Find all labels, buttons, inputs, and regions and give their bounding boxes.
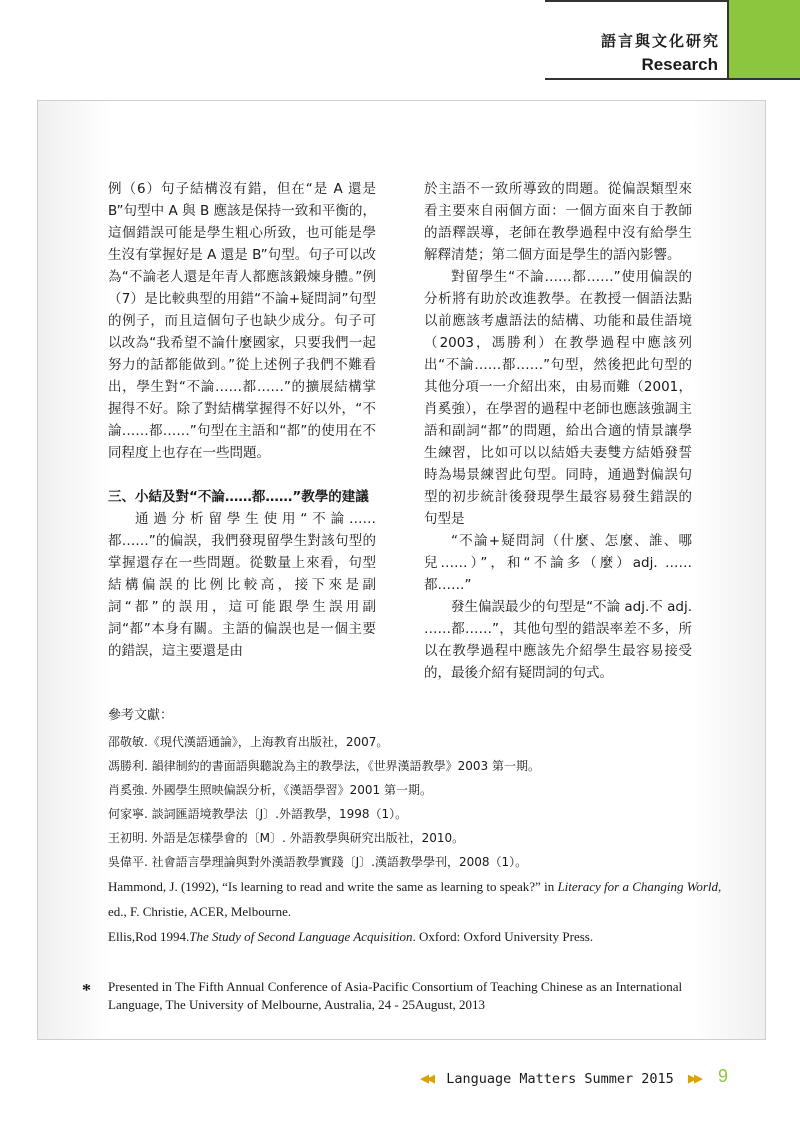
left-column [108,178,376,662]
reference-item: 何家寧. 談詞匯語境教學法〔J〕.外語教學，1998（1）。 [108,807,408,821]
right-column [424,178,692,684]
reference-book-title: The Study of Second Language Acquisition [189,929,413,944]
section-label: Research [641,55,718,74]
reference-text: , ed., F. Christie, ACER, Melbourne. [108,879,722,919]
header-rule-bottom [545,78,800,80]
reference-item: 肖奚強. 外國學生照映偏誤分析，《漢語學習》2001 第一期。 [108,783,432,797]
next-arrows-icon: ▶▶ [687,1069,700,1087]
journal-title: 語言與文化研究 [600,32,720,50]
reference-item: 馮勝利. 韻律制約的書面語與聽說為主的教學法，《世界漢語教學》2003 第一期。 [108,759,540,773]
reference-text: Ellis,Rod 1994. [108,929,190,944]
page-number: 9 [718,1066,729,1086]
reference-item: 吳偉平. 社會語言學理論與對外漢語教學實踐〔J〕.漢語教學學刊，2008（1）。 [108,855,528,869]
previous-arrows-icon: ◀◀ [420,1069,433,1087]
reference-item: 王初明. 外語是怎樣學會的〔M〕. 外語教學與研究出版社，2010。 [108,831,465,845]
references [108,704,728,949]
reference-book-title: Literacy for a Changing World [557,879,719,894]
body-paragraph: “不論+疑問詞（什麼、怎麼、誰、哪兒……）”，和“不論多（麼）adj. ……都……” [424,533,692,593]
reference-item [108,924,728,949]
footnote [82,978,722,1014]
reference-item: 邵敬敏.《現代漢語通論》，上海教育出版社，2007。 [108,735,389,749]
body-paragraph: 通過分析留學生使用“不論……都……”的偏誤，我們發現留學生對該句型的掌握還存在一些問題。從數量上來看，句型結構偏誤的比例比較高，接下來是副詞“都”的誤用，這可能跟學生誤用副詞“都”本身有關。主語的偏誤也是一個主要的錯誤，這主要還是由 [108,511,376,659]
reference-text: Hammond, J. (1992), “Is learning to read and write the same as learning to speak?” in [108,879,558,894]
reference-item [108,874,728,924]
header-rule-vertical [727,0,729,80]
body-paragraph: 於主語不一致所導致的問題。從偏誤類型來看主要來自兩個方面：一個方面來自于教師的語釋誤導，老師在教學過程中沒有給學生解釋清楚；第二個方面是學生的語內影響。 [424,181,692,263]
body-paragraph: 發生偏誤最少的句型是“不論 adj.不 adj. ……都……”，其他句型的錯誤率差不多，所以在教學過程中應該先介紹學生最容易接受的，最後介紹有疑問詞的句式。 [424,599,692,681]
footnote-marker: * [82,980,91,1000]
page-footer [420,1069,760,1095]
footnote-text: Presented in The Fifth Annual Conference of Asia-Pacific Consortium of Teaching Chinese as an International Language, The University of Melbourne, Australia, 24 - 25August, 2013 [108,979,683,1012]
body-paragraph: 對留學生“不論……都……”使用偏誤的分析將有助於改進教學。在教授一個語法點以前應該考慮語法的結構、功能和最佳語境（2003，馮勝利）在教學過程中應該列出“不論……都……”句型，然後把此句型的其他分項一一介紹出來，由易而難（2001，肖奚強），在學習的過程中老師也應該強調主語和副詞“都”的問題，給出合適的情景讓學生練習，比如可以以結婚夫妻雙方結婚發誓時為場景練習此句型。同時，通過對偏誤句型的初步統計後發現學生最容易發生錯誤的句型是 [424,269,692,527]
footer-text: Language Matters Summer 2015 [446,1071,674,1087]
header-accent-block [727,0,800,78]
reference-text: . Oxford: Oxford University Press. [412,929,594,944]
body-paragraph: 例（6）句子結構沒有錯，但在“是 A 還是 B”句型中 A 與 B 應該是保持一致和平衡的，這個錯誤可能是學生粗心所致，也可能是學生沒有掌握好是 A 還是 B”句型。句子可以改為“不論老人還是年青人都應該鍛煉身體。”例（7）是比較典型的用錯“不論+疑問詞”句型的例子，而且這個句子也缺少成分。句子可以改為“我希望不論什麼國家，只要我們一起努力的話都能做到。”從上述例子我們不難看出，學生對“不論……都……”的擴展結構掌握得不好。除了對結構掌握得不好以外，“不論……都……”句型在主語和“都”的使用在不同程度上也存在一些問題。 [108,181,376,461]
references-title: 參考文獻： [108,708,174,723]
section-heading: 三、小結及對“不論……都……”教學的建議 [108,489,369,505]
header-rule-top [545,0,727,2]
